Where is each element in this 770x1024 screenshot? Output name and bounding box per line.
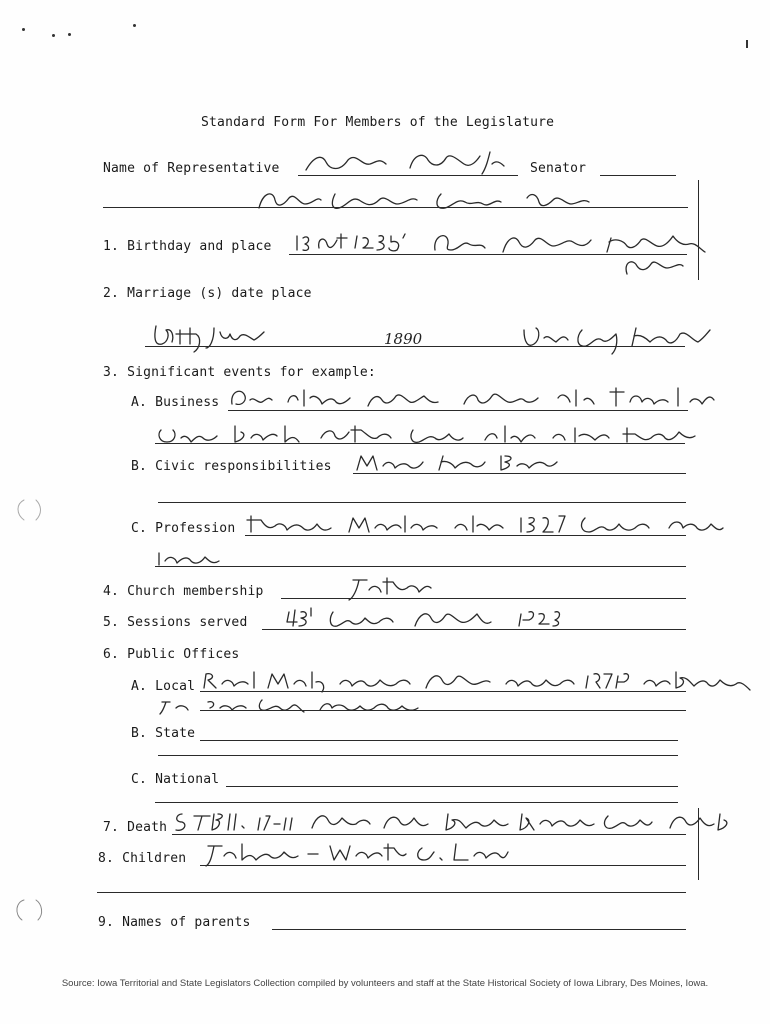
business-field-line-2 [155,443,685,444]
punch-hole-mark [10,896,50,926]
scan-speck [133,24,136,27]
business-label: A. Business [131,395,220,410]
representative-label: Name of Representative [103,161,280,176]
profession-label: C. Profession [131,521,236,536]
children-field-line-2 [97,892,686,893]
marriage-year: 1890 [384,330,423,348]
church-label: 4. Church membership [103,584,264,599]
scan-speck [52,34,55,37]
handwritten-children [200,838,510,872]
margin-rule-lower [698,808,699,880]
handwritten-district-note [255,186,615,214]
significant-events-label: 3. Significant events for example: [103,365,376,380]
death-label: 7. Death [103,820,168,835]
state-field-line-2 [158,755,678,756]
profession-field-line-2 [155,566,686,567]
death-field-line [172,834,686,835]
state-field-line-1 [200,740,678,741]
children-label: 8. Children [98,851,187,866]
scan-speck [746,40,748,48]
marriage-label: 2. Marriage (s) date place [103,286,312,301]
children-field-line-1 [200,865,686,866]
local-label: A. Local [131,679,196,694]
church-field-line [281,598,686,599]
national-label: C. National [131,772,220,787]
handwritten-profession-line-2 [155,545,225,571]
local-field-line-2 [200,710,686,711]
civic-label: B. Civic responsibilities [131,459,332,474]
sessions-label: 5. Sessions served [103,615,248,630]
scan-speck [68,33,71,36]
birthday-label: 1. Birthday and place [103,239,272,254]
district-field-line [103,207,688,208]
form-title: Standard Form For Members of the Legislature [201,115,555,130]
parents-field-line [272,929,686,930]
national-field-line-1 [226,786,678,787]
marriage-field-line [145,346,685,347]
local-field-line-1 [200,691,686,692]
civic-field-line-2 [158,502,686,503]
civic-field-line-1 [353,473,686,474]
business-field-line-1 [228,410,688,411]
national-field-line-2 [155,802,678,803]
senator-field-line [600,175,676,176]
handwritten-representative-name [300,146,520,176]
punch-hole-mark [10,496,50,526]
handwritten-business-line-2 [155,420,715,450]
parents-label: 9. Names of parents [98,915,251,930]
profession-field-line-1 [245,535,686,536]
source-citation: Source: Iowa Territorial and State Legislators Collection compiled by volunteers and staff at the State Historical Society of Iowa Library, Des Moines, Iowa. [61,978,709,989]
senator-label: Senator [530,161,587,176]
sessions-field-line [262,629,686,630]
scan-speck [22,28,25,31]
handwritten-marriage-place [520,320,720,354]
public-offices-label: 6. Public Offices [103,647,240,662]
state-label: B. State [131,726,196,741]
handwritten-spouse-name [150,318,270,354]
handwritten-birthday-place [293,228,733,284]
